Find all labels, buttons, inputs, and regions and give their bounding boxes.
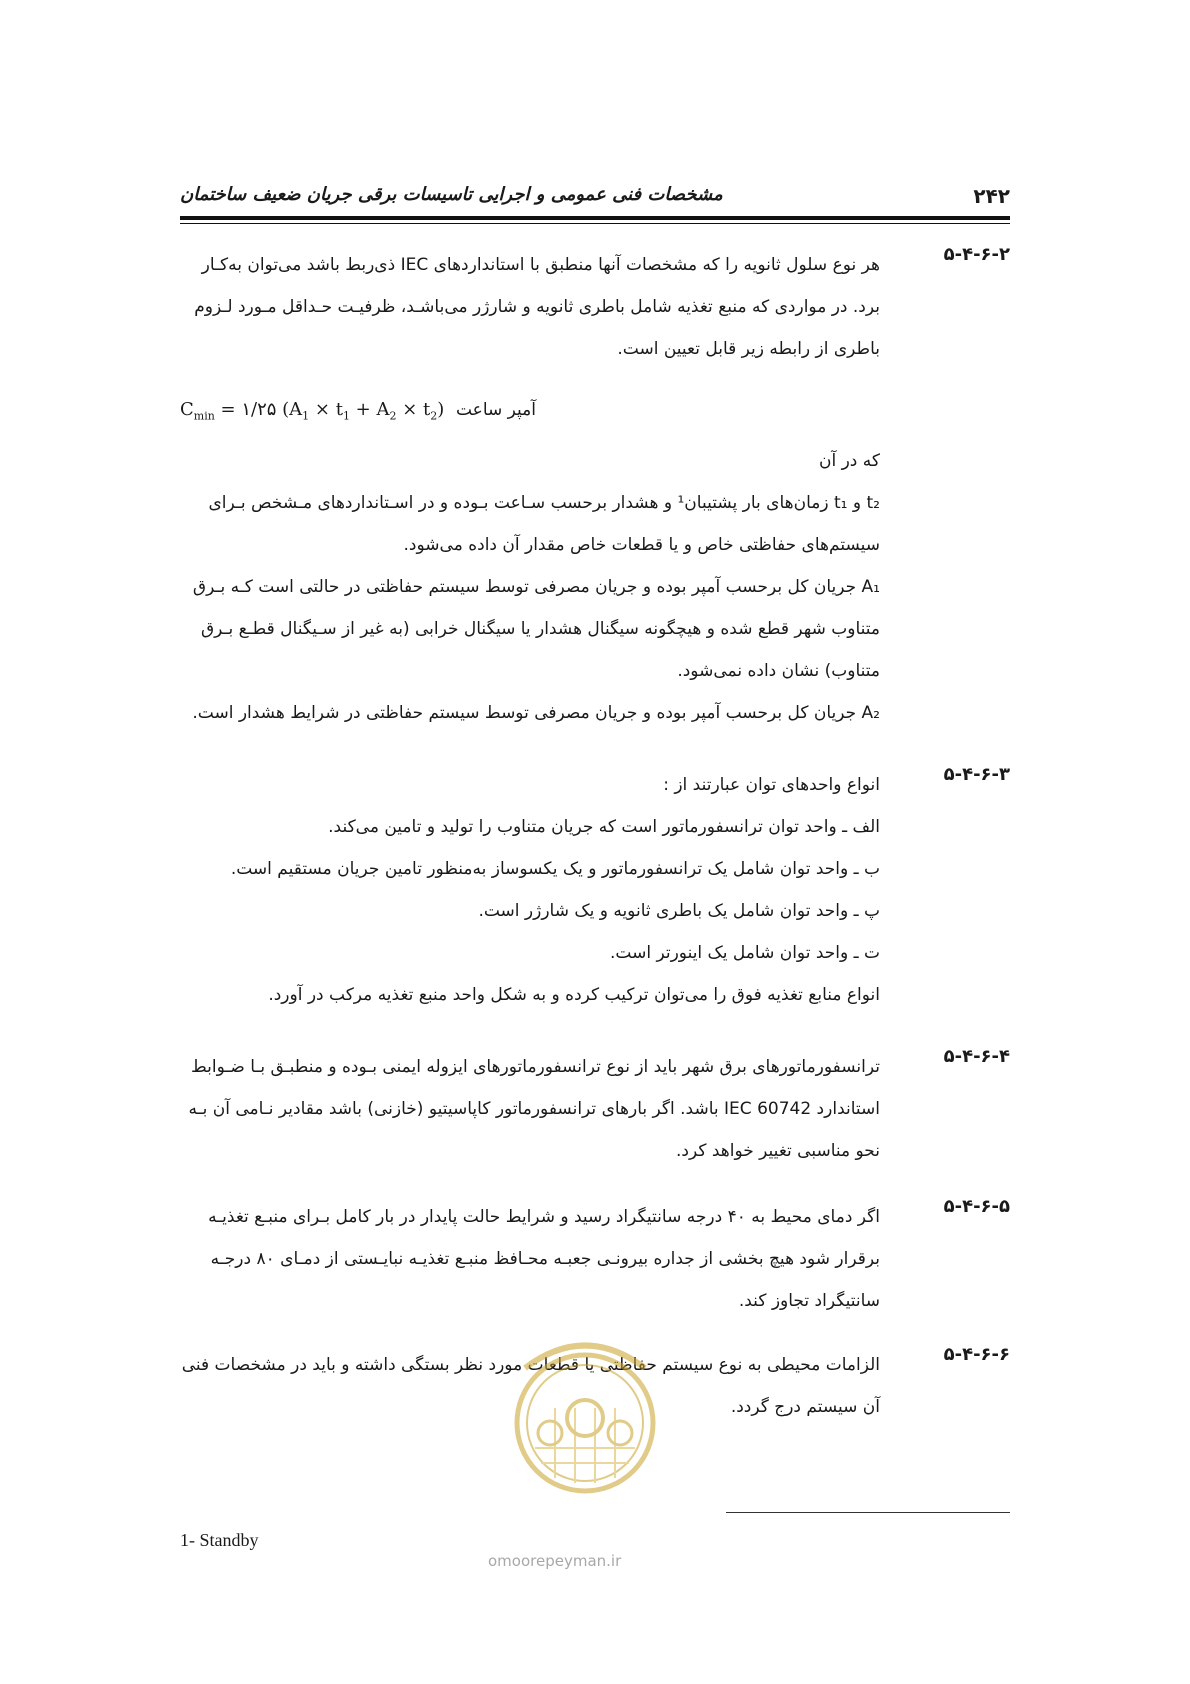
paragraph-line: نحو مناسبی تغییر خواهد کرد. xyxy=(676,1141,880,1161)
section-number: ۵-۴-۶-۳ xyxy=(943,764,1010,785)
paragraph-line: که در آن xyxy=(818,451,880,471)
page-number: ۲۴۲ xyxy=(973,184,1010,208)
list-item: الف ـ واحد توان ترانسفورماتور است که جریان متناوب را تولید و تامین می‌کند. xyxy=(328,817,880,837)
header-rule-thin xyxy=(180,223,1010,224)
section-5-4-6-2 xyxy=(180,244,1010,370)
section-number: ۵-۴-۶-۴ xyxy=(943,1046,1010,1067)
paragraph-line: متناوب) نشان داده نمی‌شود. xyxy=(677,661,880,681)
paragraph-line: متناوب شهر قطع شده و هیچگونه سیگنال هشدار یا سیگنال خرابی (به غیر از سـیگنال قطـع بـرق xyxy=(200,619,880,639)
section-number: ۵-۴-۶-۲ xyxy=(943,244,1010,265)
paragraph-line: اگر دمای محیط به ۴۰ درجه سانتیگراد رسید و شرایط حالت پایدار در بار کامل بـرای منبـع تغذیـه xyxy=(208,1207,880,1227)
paragraph-line: t₂ و t₁ زمان‌های بار پشتیبان¹ و هشدار برحسب سـاعت بـوده و در اسـتانداردهای مـشخص بـرای xyxy=(208,493,880,513)
paragraph-line: برد. در مواردی که منبع تغذیه شامل باطری ثانویه و شارژر می‌باشـد، ظرفیـت حـداقل مـورد لـزوم xyxy=(194,297,880,317)
running-title: مشخصات فنی عمومی و اجرایی تاسیسات برقی جریان ضعیف ساختمان xyxy=(180,184,723,205)
paragraph-line: A₁ جریان کل برحسب آمپر بوده و جریان مصرفی توسط سیستم حفاظتی در حالتی است کـه بـرق xyxy=(192,577,880,597)
list-item: ت ـ واحد توان شامل یک اینورتر است. xyxy=(610,943,880,963)
section-body xyxy=(180,1196,880,1322)
header-rule-thick xyxy=(180,216,1010,220)
section-5-4-6-3 xyxy=(180,764,1010,1016)
paragraph-line: ترانسفورماتورهای برق شهر باید از نوع ترانسفورماتورهای ایزوله ایمنی بـوده و منطبـق بـا ضـوابط xyxy=(191,1057,880,1077)
paragraph-line: استاندارد IEC 60742 باشد. اگر بارهای ترانسفورماتور کاپاسیتیو (خازنی) باشد مقادیر نـامی آن بـه xyxy=(188,1099,880,1119)
capacity-formula: $C_{min}$ = ۱/۲۵ $(A_1 \times t_1 + A_2 \times t_2)$ آمپر ساعت xyxy=(180,399,536,423)
list-item: پ ـ واحد توان شامل یک باطری ثانویه و یک شارژر است. xyxy=(478,901,880,921)
paragraph-line: A₂ جریان کل برحسب آمپر بوده و جریان مصرفی توسط سیستم حفاظتی در شرایط هشدار است. xyxy=(192,703,880,723)
paragraph-line: انواع واحدهای توان عبارتند از : xyxy=(663,775,880,795)
footnote-rule xyxy=(726,1512,1010,1513)
formula-unit: آمپر ساعت xyxy=(455,400,536,420)
page-header xyxy=(180,176,1010,216)
paragraph-line: الزامات محیطی به نوع سیستم حفاظتی یا قطعات مورد نظر بستگی داشته و باید در مشخصات فنی xyxy=(181,1355,880,1375)
paragraph-line: سیستم‌های حفاظتی خاص و یا قطعات خاص مقدار آن داده می‌شود. xyxy=(403,535,880,555)
paragraph-line: آن سیستم درج گردد. xyxy=(730,1397,880,1417)
section-number: ۵-۴-۶-۵ xyxy=(943,1196,1010,1217)
paragraph-line: برقرار شود هیچ بخشی از جداره بیرونـی جعبـه محـافظ منبـع تغذیـه نبایـستی از دمـای ۸۰ درجـه xyxy=(210,1249,880,1269)
footnote: 1- Standby xyxy=(180,1530,259,1550)
paragraph-line: هر نوع سلول ثانویه را که مشخصات آنها منطبق با استانداردهای IEC ذی‌ربط باشد می‌توان به‌کـار xyxy=(201,255,880,275)
section-5-4-6-5 xyxy=(180,1196,1010,1322)
formula-definitions xyxy=(180,440,1010,734)
section-body xyxy=(180,764,880,1016)
list-item: ب ـ واحد توان شامل یک ترانسفورماتور و یک یکسوساز به‌منظور تامین جریان مستقیم است. xyxy=(230,859,880,879)
section-number: ۵-۴-۶-۶ xyxy=(943,1344,1010,1365)
paragraph-line: باطری از رابطه زیر قابل تعیین است. xyxy=(617,339,880,359)
watermark-site-text: omoorepeyman.ir xyxy=(488,1552,622,1570)
paragraph-line: سانتیگراد تجاوز کند. xyxy=(738,1291,880,1311)
section-body xyxy=(180,244,880,370)
section-5-4-6-4 xyxy=(180,1046,1010,1172)
watermark-logo-icon xyxy=(495,1328,675,1498)
section-body xyxy=(180,1046,880,1172)
paragraph-line: انواع منابع تغذیه فوق را می‌توان ترکیب کرده و به شکل واحد منبع تغذیه مرکب در آورد. xyxy=(268,985,880,1005)
